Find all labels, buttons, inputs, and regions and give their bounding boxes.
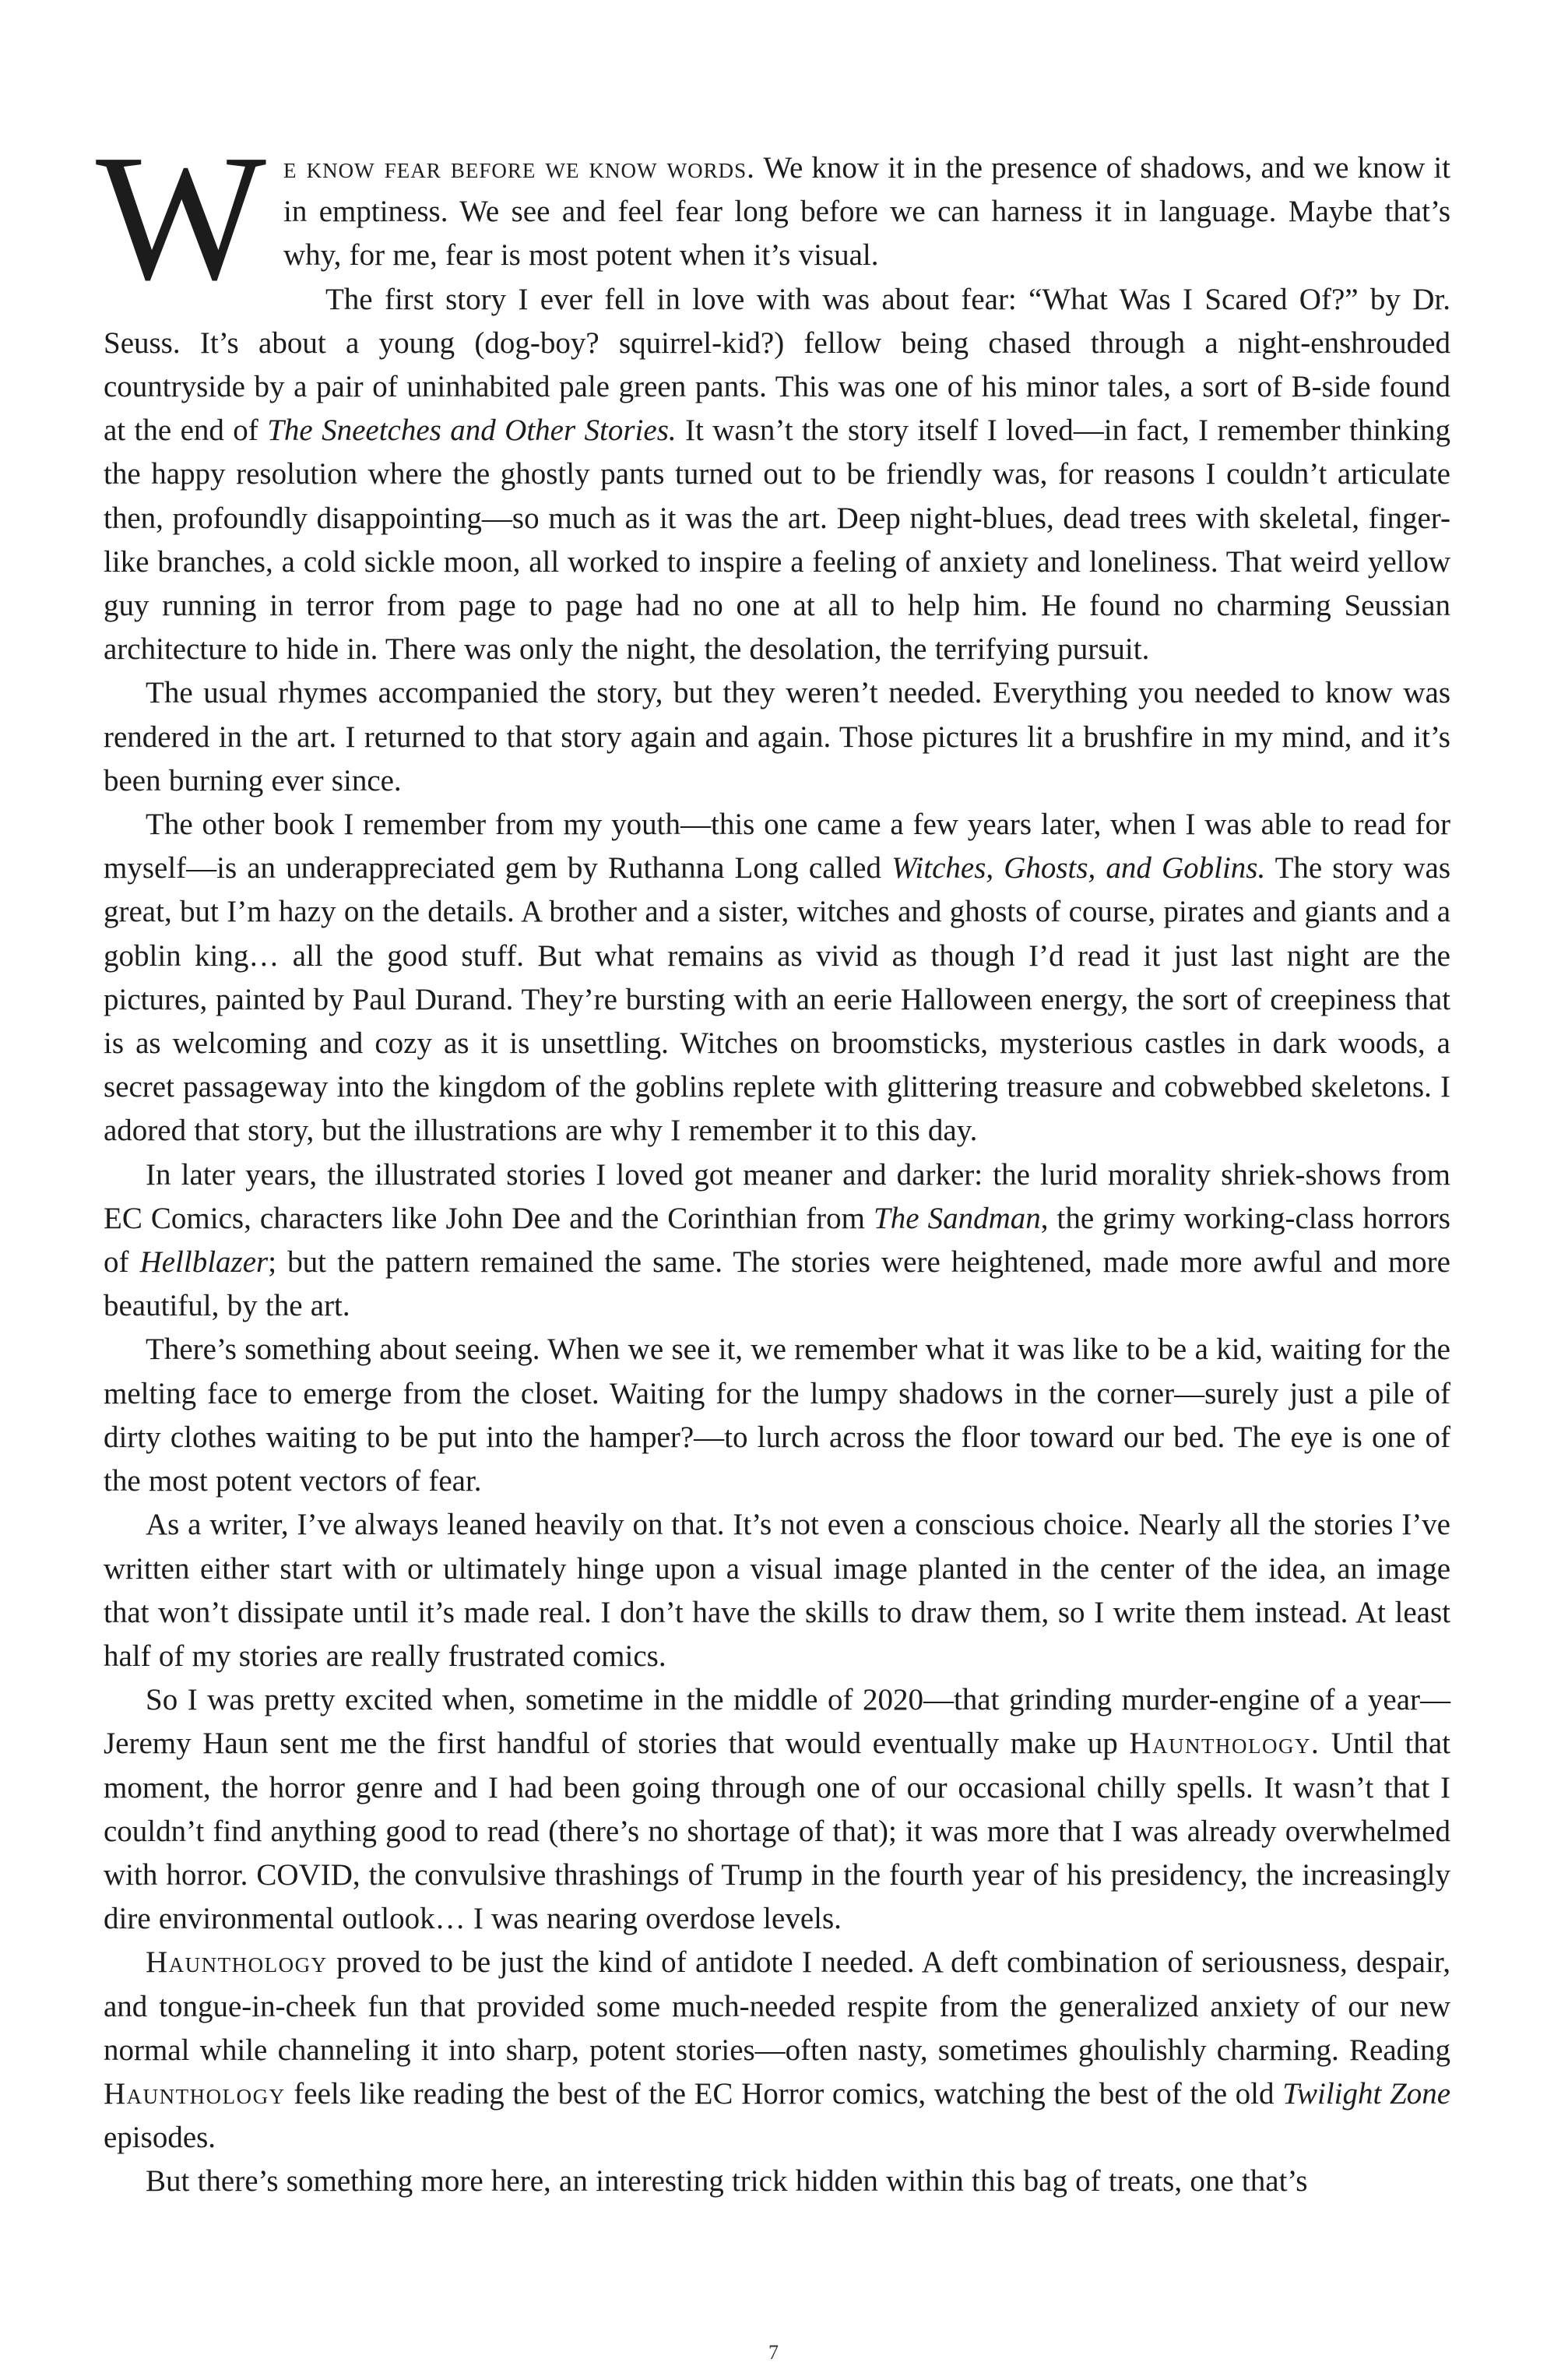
paragraph-1 (96, 118, 1451, 318)
paragraph-9-text-a: proved to be just the kind of antidote I needed. A deft combination of seriousness, despair, and tongue-in-cheek fun that provided some much-needed respite from the generalized anxiety of our new normal while channeling it into sharp, potent stories—often nasty, sometimes ghoulishly charming. Reading (104, 1945, 1450, 2067)
paragraph-7: As a writer, I’ve always leaned heavily on that. It’s not even a conscious choice. Nearly all the stories I’ve written either start with or ultimately hinge upon a visual image planted in the center of the idea, an image that won’t dissipate until it’s made real. I don’t have the skills to draw them, so I write them instead. At least half of my stories are really frustrated comics. (104, 1508, 1450, 1673)
paragraph-2-text-b: It wasn’t the story itself I loved—in fact, I remember thinking the happy resolution where the ghostly pants turned out to be friendly was, for reasons I couldn’t articulate then, profoundly disappointing—so much as it was the art. Deep night-blues, dead trees with skeletal, finger-like branches, a cold sickle moon, all worked to inspire a feeling of anxiety and loneliness. That weird yellow guy running in terror from page to page had no one at all to help him. He found no charming Seussian architecture to hide in. There was only the night, the desolation, the terrifying pursuit. (104, 414, 1451, 667)
paragraph-8-text-b: Until that moment, the horror genre and I had been going through one of our occasional chilly spells. It wasn’t that I couldn’t find anything good to read (there’s no shortage of that); it was more that I was already overwhelmed with horror. COVID, the convulsive thrashings of Trump in the fourth year of his presidency, the increasingly dire environmental outlook… I was nearing overdose levels. (104, 1727, 1450, 1936)
paragraph-8 (104, 1678, 1450, 1941)
paragraph-4-text-a: The other book I remember from my youth—this one came a few years later, when I was able to read for myself—is an underappreciated gem by Ruthanna Long called (104, 808, 1450, 885)
paragraph-5-text-a: In later years, the illustrated stories I loved got meaner and darker: the lurid morality shriek-shows from EC Comics, characters like John Dee and the Corinthian from (104, 1157, 1450, 1235)
lead-in-smallcaps: e know fear before we know words. (283, 151, 755, 185)
title-hellblazer: Hellblazer (139, 1245, 269, 1280)
paragraph-10: But there’s something more here, an interesting trick hidden within this bag of treats, one that’s (146, 2164, 1308, 2199)
paragraph-5 (104, 1153, 1450, 1329)
book-title-witches: Witches, Ghosts, and Goblins. (891, 851, 1266, 885)
paragraph-4-text-b: The story was great, but I’m hazy on the details. A brother and a sister, witches and ghosts of course, pirates and giants and a goblin king… all the good stuff. But what remains as vivid as though I’d read it just last night are the pictures, painted by Paul Durand. They’re bursting with an eerie Halloween energy, the sort of creepiness that is as welcoming and cozy as it is unsettling. Witches on broomsticks, mysterious castles in dark woods, a secret passageway into the kingdom of the goblins replete with glittering treasure and cobwebbed skeletons. I adored that story, but the illustrations are why I remember it to this day. (104, 851, 1451, 1148)
paragraph-8-text-a: So I was pretty excited when, sometime in the middle of 2020—that grinding murder-engine of a year—Jeremy Haun sent me the first handful of stories that would eventually make up (104, 1683, 1450, 1761)
paragraph-6: There’s something about seeing. When we see it, we remember what it was like to be a kid, waiting for the melting face to emerge from the closet. Waiting for the lumpy shadows in the corner—surely just a pile of dirty clothes waiting to be put into the hamper?—to lurch across the floor toward our bed. The eye is one of the most potent vectors of fear. (104, 1333, 1450, 1498)
paragraph-9-text-c: episodes. (104, 2121, 216, 2155)
title-twilight-zone: Twilight Zone (1282, 2076, 1451, 2111)
title-sandman: The Sandman (874, 1201, 1041, 1235)
paragraph-2 (104, 278, 1450, 672)
title-haunthology-2: Haunthology (104, 2076, 286, 2111)
page-number: 7 (768, 2341, 779, 2364)
book-title-sneetches: The Sneetches and Other Stories. (267, 414, 677, 448)
paragraph-2-text-a: The first story I ever fell in love with was about fear: “What Was I Scared Of?” by Dr. Seuss. It’s about a young (dog-boy? squirrel-kid?) fellow being chased through a night-enshrouded countryside by a pair of uninhabited pale green pants. This was one of his minor tales, a sort of B-side found at the end of (104, 282, 1450, 448)
body-text (96, 118, 1451, 2204)
paragraph-3: The usual rhymes accompanied the story, but they weren’t needed. Everything you needed to know was rendered in the art. I returned to that story again and again. Those pictures lit a brushfire in my mind, and it’s been burning ever since. (104, 676, 1450, 797)
title-haunthology: Haunthology. (1129, 1727, 1320, 1761)
paragraph-9-text-b: feels like reading the best of the EC Horror comics, watching the best of the old (285, 2076, 1283, 2111)
paragraph-4 (104, 803, 1450, 1153)
paragraph-5-text-c: ; but the pattern remained the same. The stories were heightened, made more awful and more beautiful, by the art. (104, 1245, 1450, 1323)
paragraph-1-text: We know it in the presence of shadows, and we know it in emptiness. We see and feel fear long before we can harness it in language. Maybe that’s why, for me, fear is most potent when it’s visual. (283, 151, 1451, 273)
paragraph-9 (104, 1941, 1450, 2160)
paragraph-5-text-b: , the grimy working-class horrors of (104, 1201, 1450, 1280)
drop-cap: W (96, 118, 266, 318)
title-haunthology-1: Haunthology (146, 1945, 328, 1980)
